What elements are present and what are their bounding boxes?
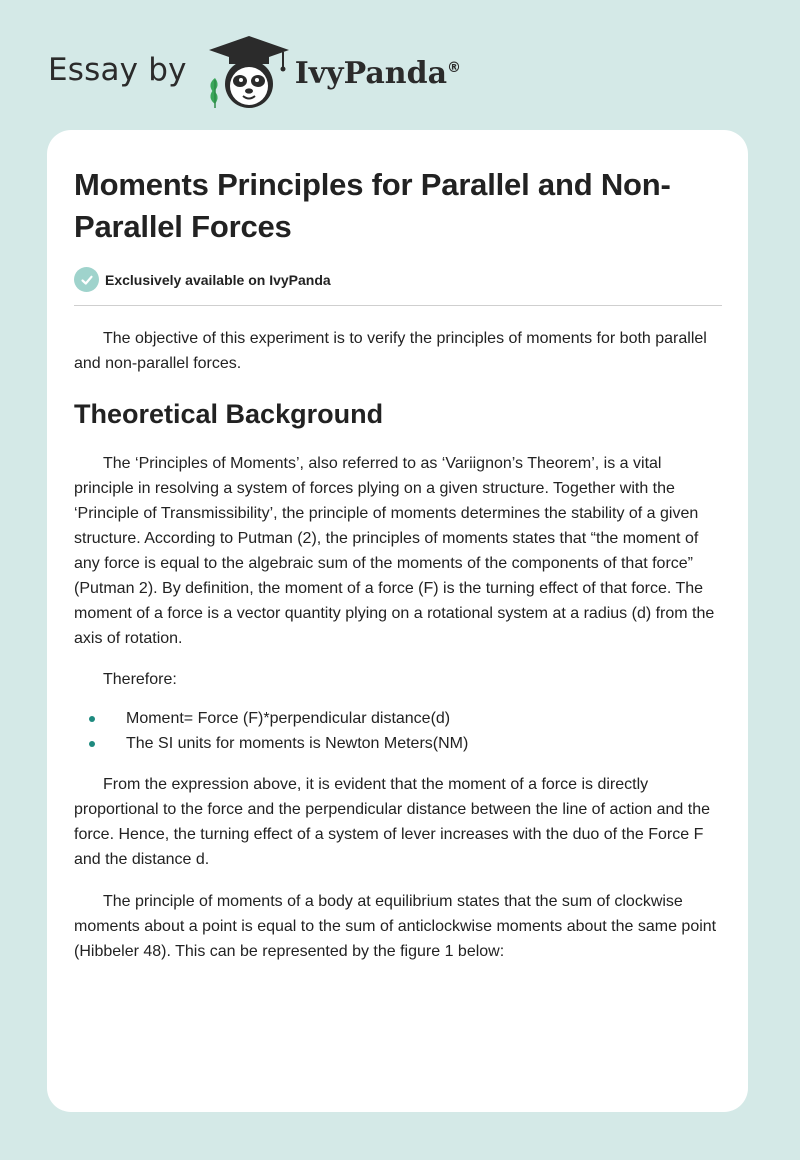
essay-card xyxy=(47,130,748,1112)
body-paragraph: The ‘Principles of Moments’, also referred to as ‘Variignon’s Theorem’, is a vital principle in resolving a system of forces plying on a given structure. Together with the ‘Principle of Transmissibility’, the principle of moments determines the stability of a given structure. According to Putman (2), the principles of moments states that “the moment of any force is equal to the algebraic sum of the moments of the components of that force” (Putman 2). By definition, the moment of a force (F) is the turning effect of that force. The moment of a force is a vector quantity plying on a rotational system at a radius (d) from the axis of rotation. xyxy=(74,455,715,647)
check-icon xyxy=(74,267,99,292)
list-item: Moment= Force (F)*perpendicular distance(d) xyxy=(74,706,722,731)
intro-paragraph: The objective of this experiment is to verify the principles of moments for both parallel and non-parallel forces. xyxy=(74,330,707,372)
section-heading: Theoretical Background xyxy=(74,399,384,429)
brand-name: IvyPanda® xyxy=(294,55,462,91)
brand-prefix: Essay by xyxy=(48,52,187,88)
formula-list xyxy=(74,706,722,756)
body-paragraph: From the expression above, it is evident that the moment of a force is directly proportional to the force and the perpendicular distance between the line of action and the force. Hence, the turning effect of a system of lever increases with the duo of the Force F and the distance d. xyxy=(74,776,710,868)
essay-title: Moments Principles for Parallel and Non-Parallel Forces xyxy=(74,167,671,244)
panda-logo-icon xyxy=(203,34,295,110)
therefore-paragraph: Therefore: xyxy=(103,671,177,688)
registered-mark: ® xyxy=(447,59,462,76)
list-item: The SI units for moments is Newton Meters(NM) xyxy=(74,731,722,756)
body-paragraph: The principle of moments of a body at equilibrium states that the sum of clockwise moments about a point is equal to the sum of anticlockwise moments about the same point (Hibbeler 48). This can be represented by the figure 1 below: xyxy=(74,893,717,960)
exclusive-label: Exclusively available on IvyPanda xyxy=(105,271,331,288)
site-brand[interactable] xyxy=(48,34,461,110)
exclusive-badge xyxy=(74,267,722,306)
